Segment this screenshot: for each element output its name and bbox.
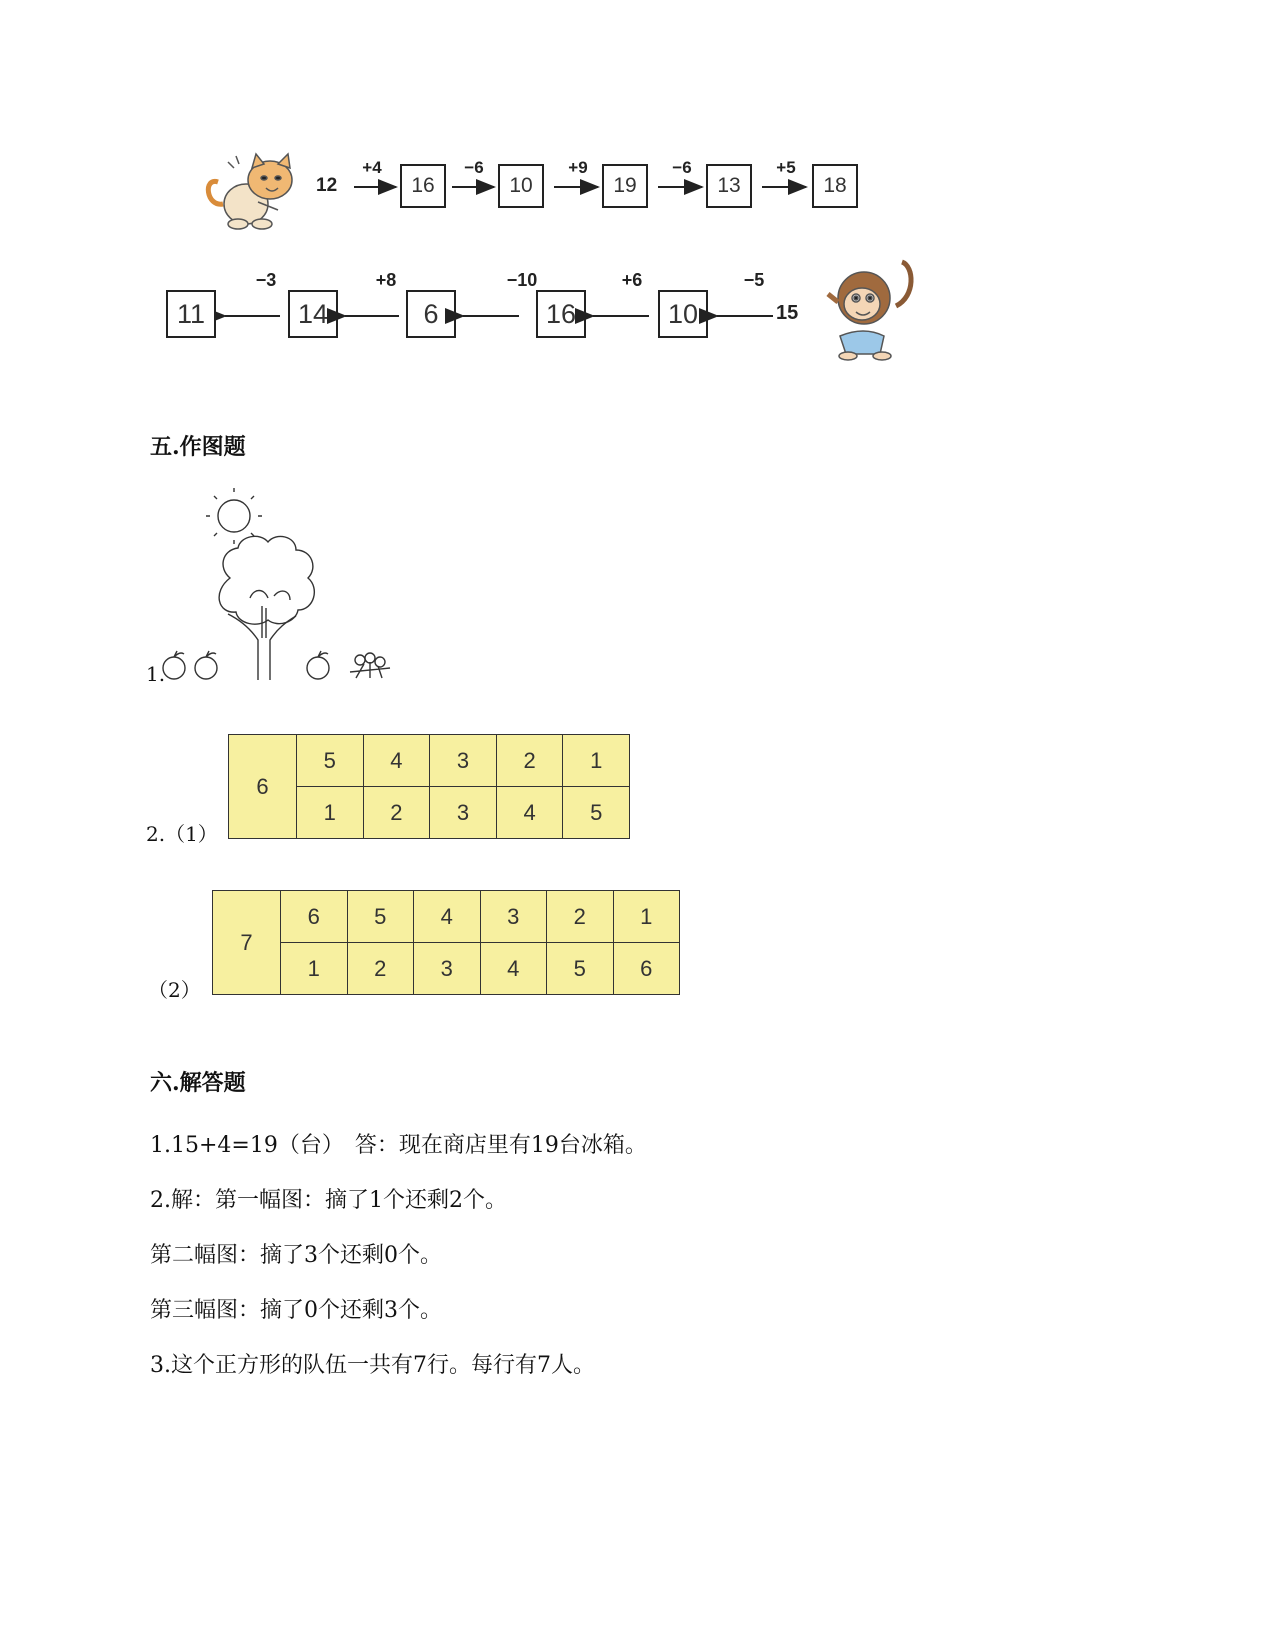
chain-top-op-3: +9 (568, 158, 588, 177)
chain-bottom-op-4: +8 (375, 270, 397, 290)
table1-bottom-1: 1 (297, 787, 364, 839)
chain-bottom-start: 15 (776, 302, 799, 324)
tree-sun-drawing (150, 488, 400, 688)
chain-bottom-box-1: 10 (658, 290, 708, 338)
cat-illustration (198, 152, 308, 234)
answer-line-5: 3.这个正方形的队伍一共有7行。每行有7人。 (150, 1353, 595, 1378)
table2-bottom-6: 6 (613, 943, 680, 995)
answer-line-2: 2.解：第一幅图：摘了1个还剩2个。 (150, 1188, 507, 1213)
item1-label: 1. (146, 662, 166, 686)
table1-head: 6 (229, 735, 297, 839)
section6-title: 六.解答题 (150, 1070, 246, 1096)
table2-top-5: 2 (547, 891, 614, 943)
chain-top-op-1: +4 (362, 158, 382, 177)
table1-bottom-4: 4 (496, 787, 563, 839)
apple-icon-2 (195, 651, 217, 679)
chain-bottom-box-2: 16 (536, 290, 586, 338)
decomposition-table-7 (212, 890, 680, 995)
answer-line-4: 第三幅图：摘了0个还剩3个。 (150, 1298, 442, 1323)
chain-top-box-2: 10 (498, 164, 544, 208)
answer-line-3: 第二幅图：摘了3个还剩0个。 (150, 1243, 442, 1268)
table2-bottom-5: 5 (547, 943, 614, 995)
chain-bottom-op-5: −3 (255, 270, 277, 290)
table2-bottom-4: 4 (480, 943, 547, 995)
table1-bottom-2: 2 (363, 787, 430, 839)
chain-top-op-4: −6 (672, 158, 692, 177)
table1-top-1: 5 (297, 735, 364, 787)
chain-top-op-5: +5 (776, 158, 796, 177)
answer-line-1: 1.15+4=19（台） 答：现在商店里有19台冰箱。 (150, 1133, 647, 1158)
item2-label: 2.（1） (146, 822, 218, 846)
table1-top-2: 4 (363, 735, 430, 787)
monkey-illustration (818, 256, 918, 362)
chain-top-box-4: 13 (706, 164, 752, 208)
table2-top-3: 4 (414, 891, 481, 943)
chain-bottom-box-3: 6 (406, 290, 456, 338)
chain-top-box-3: 19 (602, 164, 648, 208)
chain-bottom-op-2: +6 (621, 270, 643, 290)
chain-top-box-5: 18 (812, 164, 858, 208)
chain-bottom-op-1: −5 (743, 270, 765, 290)
table2-top-1: 6 (281, 891, 348, 943)
table2-top-4: 3 (480, 891, 547, 943)
sun-icon (206, 488, 262, 544)
apple-icon-1 (163, 651, 185, 679)
chain-top-start: 12 (316, 175, 338, 196)
item2b-label: （2） (148, 978, 201, 1002)
table2-top-2: 5 (347, 891, 414, 943)
decomposition-table-6 (228, 734, 630, 839)
table1-top-4: 2 (496, 735, 563, 787)
table2-head: 7 (213, 891, 281, 995)
table2-bottom-2: 2 (347, 943, 414, 995)
chain-bottom-arrows (215, 300, 815, 330)
chain-bottom-op-3: −10 (506, 270, 538, 290)
table2-bottom-1: 1 (281, 943, 348, 995)
table1-top-3: 3 (430, 735, 497, 787)
chain-top-op-2: −6 (464, 158, 484, 177)
chain-bottom-box-5: 11 (166, 290, 216, 338)
apple-icon-3 (307, 651, 329, 679)
chain-bottom-box-4: 14 (288, 290, 338, 338)
table2-bottom-3: 3 (414, 943, 481, 995)
flower-icon (350, 653, 390, 678)
table2-top-6: 1 (613, 891, 680, 943)
table1-bottom-5: 5 (563, 787, 630, 839)
chain-top-box-1: 16 (400, 164, 446, 208)
table1-top-5: 1 (563, 735, 630, 787)
table1-bottom-3: 3 (430, 787, 497, 839)
section5-title: 五.作图题 (150, 434, 246, 460)
